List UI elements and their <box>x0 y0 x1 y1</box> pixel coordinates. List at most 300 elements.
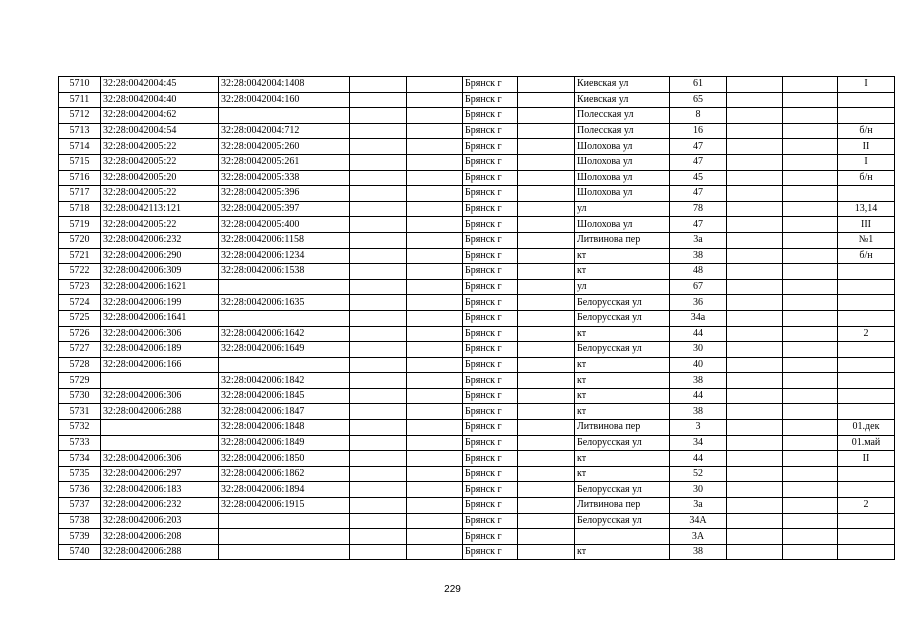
table-cell: Киевская ул <box>575 92 670 108</box>
table-cell: 32:28:0042004:712 <box>219 123 350 139</box>
table-cell: 5716 <box>59 170 101 186</box>
table-cell: кт <box>575 466 670 482</box>
table-cell <box>727 201 783 217</box>
table-cell: I <box>838 154 895 170</box>
table-row <box>59 373 895 389</box>
table-cell <box>407 264 463 280</box>
table-cell: 01.дек <box>838 420 895 436</box>
table-body <box>59 77 895 560</box>
table-cell: Брянск г <box>463 279 518 295</box>
table-cell: 32:28:0042005:22 <box>101 154 219 170</box>
table-cell <box>407 77 463 93</box>
table-cell: 5727 <box>59 342 101 358</box>
table-cell <box>727 232 783 248</box>
table-row <box>59 498 895 514</box>
table-cell: Брянск г <box>463 466 518 482</box>
table-cell <box>518 451 575 467</box>
table-cell <box>518 232 575 248</box>
table-cell <box>727 326 783 342</box>
table-cell: 32:28:0042006:1849 <box>219 435 350 451</box>
table-cell <box>350 108 407 124</box>
table-cell <box>727 123 783 139</box>
table-cell: Белорусская ул <box>575 342 670 358</box>
table-cell: Брянск г <box>463 435 518 451</box>
table-cell: II <box>838 139 895 155</box>
table-cell: 32:28:0042006:306 <box>101 388 219 404</box>
table-cell: кт <box>575 451 670 467</box>
table-cell: 32:28:0042006:288 <box>101 404 219 420</box>
table-cell: Брянск г <box>463 92 518 108</box>
table-cell: 36 <box>670 295 727 311</box>
table-cell: 5726 <box>59 326 101 342</box>
table-cell: 32:28:0042006:306 <box>101 326 219 342</box>
table-cell <box>783 482 838 498</box>
table-cell: 34 <box>670 435 727 451</box>
table-cell: б/н <box>838 123 895 139</box>
table-cell <box>838 186 895 202</box>
table-cell <box>350 154 407 170</box>
table-cell: 32:28:0042005:22 <box>101 186 219 202</box>
table-cell: 16 <box>670 123 727 139</box>
table-cell: Брянск г <box>463 295 518 311</box>
table-cell <box>350 544 407 560</box>
table-cell <box>350 232 407 248</box>
table-cell <box>727 435 783 451</box>
table-cell: 5724 <box>59 295 101 311</box>
table-cell <box>101 373 219 389</box>
table-cell <box>518 466 575 482</box>
table-row <box>59 108 895 124</box>
table-cell <box>407 404 463 420</box>
table-cell <box>518 295 575 311</box>
table-cell <box>219 108 350 124</box>
table-cell: 32:28:0042006:290 <box>101 248 219 264</box>
table-cell: 32:28:0042006:1915 <box>219 498 350 514</box>
table-cell: 30 <box>670 482 727 498</box>
table-cell <box>727 77 783 93</box>
table-cell: Брянск г <box>463 264 518 280</box>
table-row <box>59 201 895 217</box>
table-cell: Брянск г <box>463 451 518 467</box>
table-cell: 5723 <box>59 279 101 295</box>
table-cell: Полесская ул <box>575 123 670 139</box>
table-cell: 32:28:0042006:1641 <box>101 310 219 326</box>
table-cell: 5725 <box>59 310 101 326</box>
table-cell: 32:28:0042006:208 <box>101 529 219 545</box>
table-cell: Киевская ул <box>575 77 670 93</box>
table-cell: Брянск г <box>463 77 518 93</box>
table-cell: 32:28:0042006:1158 <box>219 232 350 248</box>
table-cell <box>407 154 463 170</box>
table-cell <box>783 544 838 560</box>
table-row <box>59 139 895 155</box>
table-cell <box>518 154 575 170</box>
table-cell <box>727 186 783 202</box>
table-row <box>59 388 895 404</box>
table-cell <box>727 217 783 233</box>
table-cell <box>727 342 783 358</box>
table-cell <box>350 279 407 295</box>
table-cell <box>518 435 575 451</box>
table-cell: 32:28:0042113:121 <box>101 201 219 217</box>
table-cell <box>350 451 407 467</box>
table-cell: 78 <box>670 201 727 217</box>
table-cell: 5720 <box>59 232 101 248</box>
table-cell: 3А <box>670 529 727 545</box>
table-cell <box>727 482 783 498</box>
table-cell: 65 <box>670 92 727 108</box>
table-cell: Белорусская ул <box>575 310 670 326</box>
table-cell: 2 <box>838 498 895 514</box>
table-cell <box>350 373 407 389</box>
table-cell <box>407 248 463 264</box>
table-row <box>59 154 895 170</box>
table-cell <box>219 529 350 545</box>
table-cell: Брянск г <box>463 170 518 186</box>
table-cell <box>407 342 463 358</box>
table-cell: 5728 <box>59 357 101 373</box>
table-cell: 48 <box>670 264 727 280</box>
table-row <box>59 466 895 482</box>
table-cell <box>407 544 463 560</box>
table-cell: 5721 <box>59 248 101 264</box>
table-cell: I <box>838 77 895 93</box>
table-cell <box>727 248 783 264</box>
table-cell <box>407 108 463 124</box>
table-cell: 5719 <box>59 217 101 233</box>
table-cell: 32:28:0042006:1862 <box>219 466 350 482</box>
table-cell: 3а <box>670 498 727 514</box>
table-cell: 47 <box>670 154 727 170</box>
table-cell <box>783 498 838 514</box>
table-cell: Брянск г <box>463 326 518 342</box>
table-cell <box>407 357 463 373</box>
table-cell <box>407 279 463 295</box>
table-cell <box>783 92 838 108</box>
table-cell <box>727 420 783 436</box>
table-cell <box>407 388 463 404</box>
table-cell <box>838 108 895 124</box>
table-cell <box>407 217 463 233</box>
table-cell <box>727 513 783 529</box>
table-cell: 5740 <box>59 544 101 560</box>
table-cell <box>219 310 350 326</box>
table-cell <box>783 123 838 139</box>
table-cell: 32:28:0042006:297 <box>101 466 219 482</box>
table-cell <box>727 544 783 560</box>
table-cell <box>783 139 838 155</box>
table-cell <box>518 342 575 358</box>
table-cell <box>407 123 463 139</box>
table-cell: 34а <box>670 310 727 326</box>
table-cell: Брянск г <box>463 186 518 202</box>
table-cell <box>727 404 783 420</box>
table-row <box>59 435 895 451</box>
table-cell: Полесская ул <box>575 108 670 124</box>
table-cell <box>350 466 407 482</box>
table-cell <box>518 108 575 124</box>
table-cell <box>783 435 838 451</box>
table-cell: 32:28:0042006:1848 <box>219 420 350 436</box>
table-cell: 32:28:0042004:54 <box>101 123 219 139</box>
table-cell <box>407 529 463 545</box>
table-cell <box>783 154 838 170</box>
table-cell: 30 <box>670 342 727 358</box>
table-cell: Брянск г <box>463 108 518 124</box>
table-cell: Шолохова ул <box>575 217 670 233</box>
table-cell <box>783 310 838 326</box>
table-cell: 32:28:0042006:306 <box>101 451 219 467</box>
table-cell <box>350 139 407 155</box>
table-row <box>59 295 895 311</box>
table-cell <box>727 498 783 514</box>
table-cell <box>838 264 895 280</box>
table-cell <box>838 466 895 482</box>
table-cell: Литвинова пер <box>575 232 670 248</box>
table-cell <box>838 513 895 529</box>
table-cell: кт <box>575 326 670 342</box>
table-row <box>59 513 895 529</box>
table-cell <box>518 264 575 280</box>
table-cell: Брянск г <box>463 420 518 436</box>
table-cell: 32:28:0042006:288 <box>101 544 219 560</box>
table-cell: 32:28:0042006:189 <box>101 342 219 358</box>
table-cell: Брянск г <box>463 310 518 326</box>
table-cell <box>838 310 895 326</box>
table-cell: Литвинова пер <box>575 498 670 514</box>
table-cell: 32:28:0042005:20 <box>101 170 219 186</box>
table-cell <box>783 357 838 373</box>
table-cell <box>518 186 575 202</box>
table-cell <box>518 201 575 217</box>
page-number: 229 <box>444 584 461 595</box>
table-row <box>59 529 895 545</box>
table-cell <box>727 170 783 186</box>
table-cell: 38 <box>670 544 727 560</box>
table-cell: 5718 <box>59 201 101 217</box>
table-cell: Брянск г <box>463 513 518 529</box>
table-cell <box>350 248 407 264</box>
table-cell: Брянск г <box>463 529 518 545</box>
table-cell: II <box>838 451 895 467</box>
table-cell: Брянск г <box>463 498 518 514</box>
table-cell: 38 <box>670 373 727 389</box>
table-cell: 34А <box>670 513 727 529</box>
table-cell: Шолохова ул <box>575 139 670 155</box>
table-cell <box>783 108 838 124</box>
table-cell: 13,14 <box>838 201 895 217</box>
table-cell <box>575 529 670 545</box>
table-cell <box>783 326 838 342</box>
table-cell: б/н <box>838 248 895 264</box>
table-cell <box>838 388 895 404</box>
table-cell <box>727 466 783 482</box>
table-cell: Брянск г <box>463 404 518 420</box>
table-cell: Брянск г <box>463 357 518 373</box>
table-cell: 32:28:0042006:1894 <box>219 482 350 498</box>
table-cell <box>727 451 783 467</box>
table-cell <box>518 498 575 514</box>
table-cell: 61 <box>670 77 727 93</box>
table-row <box>59 357 895 373</box>
table-cell: кт <box>575 544 670 560</box>
table-cell <box>350 529 407 545</box>
table-cell: 32:28:0042005:260 <box>219 139 350 155</box>
table-cell <box>407 201 463 217</box>
table-cell <box>219 544 350 560</box>
table-cell <box>350 123 407 139</box>
table-cell <box>727 295 783 311</box>
table-cell <box>219 513 350 529</box>
table-row <box>59 170 895 186</box>
table-cell <box>219 279 350 295</box>
table-row <box>59 232 895 248</box>
table-cell <box>407 170 463 186</box>
table-cell <box>518 170 575 186</box>
table-cell: 32:28:0042004:1408 <box>219 77 350 93</box>
table-cell: 32:28:0042005:338 <box>219 170 350 186</box>
table-cell <box>350 435 407 451</box>
table-cell <box>407 498 463 514</box>
table-cell: 32:28:0042005:261 <box>219 154 350 170</box>
table-cell: 8 <box>670 108 727 124</box>
table-cell <box>838 482 895 498</box>
table-cell: Брянск г <box>463 154 518 170</box>
table-cell <box>838 373 895 389</box>
table-cell <box>350 217 407 233</box>
table-cell <box>518 544 575 560</box>
table-cell: 5710 <box>59 77 101 93</box>
table-cell: 32:28:0042004:160 <box>219 92 350 108</box>
table-cell <box>350 420 407 436</box>
table-cell <box>783 248 838 264</box>
table-cell: 32:28:0042006:1635 <box>219 295 350 311</box>
table-cell: 47 <box>670 186 727 202</box>
table-cell <box>783 513 838 529</box>
table-cell: 32:28:0042004:45 <box>101 77 219 93</box>
table-cell <box>783 342 838 358</box>
table-cell: кт <box>575 373 670 389</box>
table-cell: 32:28:0042006:1642 <box>219 326 350 342</box>
table-cell <box>727 388 783 404</box>
table-row <box>59 217 895 233</box>
table-row <box>59 248 895 264</box>
table-cell: 44 <box>670 326 727 342</box>
table-cell <box>783 217 838 233</box>
table-cell: 5739 <box>59 529 101 545</box>
table-row <box>59 92 895 108</box>
table-row <box>59 326 895 342</box>
table-cell: 5732 <box>59 420 101 436</box>
table-cell: 32:28:0042005:400 <box>219 217 350 233</box>
table-cell: Белорусская ул <box>575 435 670 451</box>
table-cell: 32:28:0042006:309 <box>101 264 219 280</box>
table-cell: 52 <box>670 466 727 482</box>
table-cell <box>727 264 783 280</box>
table-cell <box>518 279 575 295</box>
table-cell <box>783 466 838 482</box>
table-cell: Брянск г <box>463 388 518 404</box>
table-cell: 47 <box>670 139 727 155</box>
table-cell: 5713 <box>59 123 101 139</box>
table-cell <box>350 186 407 202</box>
table-cell <box>838 295 895 311</box>
table-cell <box>350 201 407 217</box>
table-cell <box>350 295 407 311</box>
table-cell <box>783 420 838 436</box>
table-cell <box>518 420 575 436</box>
table-cell: ул <box>575 279 670 295</box>
table-cell <box>101 420 219 436</box>
table-cell <box>783 279 838 295</box>
table-cell: 32:28:0042006:203 <box>101 513 219 529</box>
table-cell <box>838 342 895 358</box>
table-cell: ул <box>575 201 670 217</box>
table-cell <box>727 529 783 545</box>
table-cell <box>407 326 463 342</box>
table-cell: 32:28:0042006:1538 <box>219 264 350 280</box>
table-cell: Брянск г <box>463 201 518 217</box>
table-cell <box>350 388 407 404</box>
table-cell <box>518 139 575 155</box>
table-cell: 38 <box>670 248 727 264</box>
table-cell: 44 <box>670 388 727 404</box>
table-cell <box>518 513 575 529</box>
table-cell: 01.май <box>838 435 895 451</box>
table-row <box>59 482 895 498</box>
table-cell: Шолохова ул <box>575 186 670 202</box>
table-cell <box>350 342 407 358</box>
table-cell: 32:28:0042005:22 <box>101 139 219 155</box>
table-cell <box>783 201 838 217</box>
table-cell: 5734 <box>59 451 101 467</box>
table-cell <box>518 326 575 342</box>
table-cell <box>838 279 895 295</box>
table-row <box>59 404 895 420</box>
table-cell <box>518 373 575 389</box>
table-cell: Брянск г <box>463 217 518 233</box>
table-cell <box>407 373 463 389</box>
table-cell <box>518 217 575 233</box>
table-cell: 47 <box>670 217 727 233</box>
table-cell <box>518 123 575 139</box>
table-cell <box>838 529 895 545</box>
table-cell: б/н <box>838 170 895 186</box>
table-cell: 32:28:0042005:22 <box>101 217 219 233</box>
table-cell: 5722 <box>59 264 101 280</box>
table-cell <box>407 295 463 311</box>
table-cell <box>783 77 838 93</box>
table-cell: 32:28:0042006:232 <box>101 232 219 248</box>
table-cell <box>727 279 783 295</box>
table-cell <box>727 357 783 373</box>
table-cell: 32:28:0042005:396 <box>219 186 350 202</box>
table-cell <box>407 482 463 498</box>
table-cell <box>518 388 575 404</box>
table-cell: 32:28:0042005:397 <box>219 201 350 217</box>
table-cell: 32:28:0042006:1621 <box>101 279 219 295</box>
table-cell <box>350 498 407 514</box>
table-cell <box>727 373 783 389</box>
table-cell: кт <box>575 248 670 264</box>
table-row <box>59 123 895 139</box>
table-cell <box>783 295 838 311</box>
table-cell <box>783 186 838 202</box>
table-cell: 32:28:0042006:199 <box>101 295 219 311</box>
registry-table <box>58 76 895 560</box>
table-cell <box>783 451 838 467</box>
table-cell: 5711 <box>59 92 101 108</box>
